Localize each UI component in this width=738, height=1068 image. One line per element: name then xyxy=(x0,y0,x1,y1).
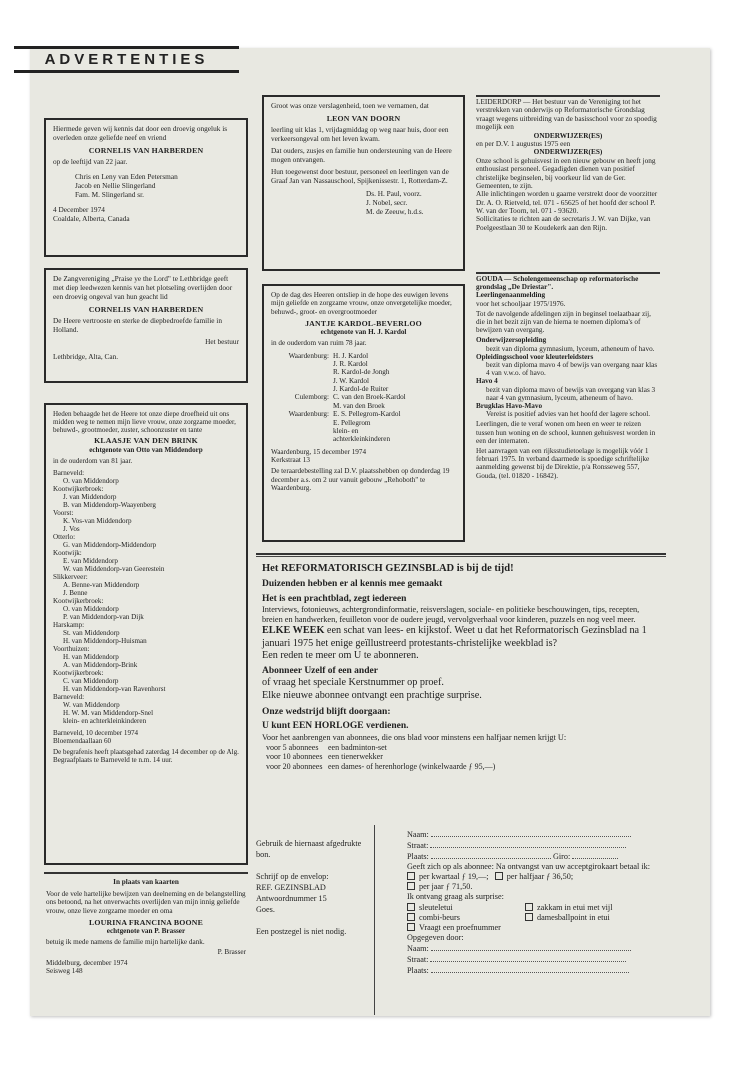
ad8-section-text: Vereist is positief advies van het hoofd der lagere school. xyxy=(486,410,651,419)
option-label: per jaar ƒ 71,50. xyxy=(419,882,473,892)
option-label: combi-beurs xyxy=(419,912,460,922)
ad3-family-place: Slikkerveer: xyxy=(53,573,88,582)
ad8-title: GOUDA — Scholengemeenschap op reformatorische grondslag „De Driestar". xyxy=(476,275,639,292)
checkbox-zakkam[interactable] xyxy=(525,903,533,911)
ad6-family-name: J. Kardol-de Ruiter xyxy=(333,385,389,394)
coupon-address: Goes. xyxy=(256,905,275,915)
coupon-form xyxy=(374,825,664,1015)
ad3-family-place: Otterlo: xyxy=(53,533,76,541)
ad4-body: betuig ik mede namens de familie mijn hartelijke dank. xyxy=(46,937,205,946)
ad3-family-name: O. van Middendorp xyxy=(63,476,119,485)
ad7-h1: ONDERWIJZER(ES) xyxy=(533,130,603,140)
ad3-family-name: A. van Middendorp-Brink xyxy=(63,661,138,670)
divider xyxy=(256,553,666,555)
ad6-family-name: J. R. Kardol xyxy=(333,360,368,369)
option-label: per kwartaal ƒ 19,—; xyxy=(419,872,489,882)
ad3-family-name: K. Vos-van Middendorp xyxy=(63,516,132,525)
ad6-family-name: E. S. Pellegrom-Kardol xyxy=(333,410,401,419)
ad8-sub: Leerlingenaanmelding xyxy=(476,291,546,300)
ad8-section-text: bezit van diploma mavo 4 of bewijs van overgang naar klas 4 van v.w.o. of havo. xyxy=(486,361,658,378)
ad6-address: Kerkstraat 13 xyxy=(271,455,310,464)
divider xyxy=(476,272,660,274)
ad3-family-name: H. van Middendorp-van Ravenhorst xyxy=(63,685,166,694)
ad3-family-place: Barneveld: xyxy=(53,693,85,702)
ad-school-notice xyxy=(262,95,465,271)
reward-count: voor 5 abonnees xyxy=(266,742,319,752)
ad2-sign: Het bestuur xyxy=(205,336,239,346)
form-opgegeven-text: Opgegeven door: xyxy=(407,932,464,942)
ad7-p2: en per D.V. 1 augustus 1975 een xyxy=(476,138,571,148)
promo-text: Interviews, fotonieuws, achtergrondinformatie, reisverslagen, sociale- en politieke beschouwingen, tips, recepten, breien en handwerken, feuilleton voor de oudere jeugd, vervolgverhaal voor kinderen, puzzels en nog veel meer. xyxy=(262,605,640,625)
ad3-family-name: P. van Middendorp-van Dijk xyxy=(63,613,144,622)
ad8-p1: Tot de navolgende afdelingen zijn in beginsel toelaatbaar zij, die in het bezit zijn van de hierna te noemen diploma's of bewijzen van overgang. xyxy=(476,309,651,335)
coupon-use-text: Gebruik de hiernaast afgedrukte bon. xyxy=(256,839,362,860)
ad1-signer: Jacob en Nellie Slingerland xyxy=(75,181,156,191)
ad7-p5: Sollicitaties te richten aan de secretaris J. W. van Dijke, van Poelgeestlaan 30 te Koudekerk aan den Rijn. xyxy=(476,214,651,232)
ad3-name: KLAASJE VAN DEN BRINK xyxy=(94,436,198,446)
ad1-signer: Fam. M. Slingerland sr. xyxy=(75,189,144,199)
ad5-name: LEON VAN DOORN xyxy=(326,113,401,123)
coupon-envelope-text: Schrijf op de envelop: xyxy=(256,872,329,882)
ad3-family-name: W. van Middendorp-van Geerestein xyxy=(63,565,165,574)
option-label: zakkam in etui met vijl xyxy=(537,902,613,912)
form-label-naam: Naam: xyxy=(407,943,429,953)
ad6-family-place: Culemborg: xyxy=(294,393,329,402)
promo-subheadline-3: Abonneer Uzelf of een ander xyxy=(262,665,378,676)
ad6-age: in de ouderdom van ruim 78 jaar. xyxy=(271,339,367,348)
form-subscribe-text: Geeft zich op als abonnee: Na ontvangst van uw acceptgirokaart betaal ik: xyxy=(407,862,651,872)
reward-prize: een tienerwekker xyxy=(328,752,383,762)
ad-death-notice-3 xyxy=(44,403,248,865)
ad2-intro: De Zangvereniging „Praise ye the Lord" te Lethbridge geeft met diep leedwezen kennis van het plotseling overlijden door een droevig ongeval van hun geacht lid xyxy=(53,274,233,301)
form-label-plaats: Plaats: xyxy=(407,966,429,976)
divider xyxy=(256,556,666,557)
option-label: per halfjaar ƒ 36,50; xyxy=(506,872,574,882)
ad-thanks xyxy=(46,878,246,976)
ad6-family-name: C. van den Broek-Kardol xyxy=(333,393,406,402)
ad2-name: CORNELIS VAN HARBERDEN xyxy=(88,304,204,314)
ad8-section-heading: Brugklas Havo-Mavo xyxy=(476,402,543,411)
ad6-family-name: E. Pellegrom xyxy=(333,418,371,427)
ad6-family-place: Waardenburg: xyxy=(288,410,329,419)
checkbox-proefnummer[interactable] xyxy=(407,923,415,931)
ad3-family-name: W. van Middendorp xyxy=(63,701,120,710)
plaats2-input[interactable] xyxy=(431,965,629,973)
promo-subheadline-4: Onze wedstrijd blijft doorgaan: xyxy=(262,706,391,717)
ad3-family-place: Voorthuizen: xyxy=(53,645,90,654)
promo-rewards xyxy=(266,743,660,772)
checkbox-jaar[interactable] xyxy=(407,882,415,890)
promo-gezinsblad xyxy=(262,563,660,771)
ad3-family-name: klein- en achterkleinkinderen xyxy=(63,717,147,726)
ad1-signer: Chris en Leny van Eden Petersman xyxy=(75,172,178,182)
ad5-signer: Ds. H. Paul, voorz. xyxy=(366,188,422,198)
coupon-stamp-text: Een postzegel is niet nodig. xyxy=(256,927,347,937)
promo-subheadline-2: Het is een prachtblad, zegt iedereen xyxy=(262,593,407,604)
ad6-intro: Op de dag des Heeren ontsliep in de hope des euwigen levens mijn geliefde en zorgzame vrouw, onze onvergetelijke moeder, behuwd-, groot- en overgrootmoeder xyxy=(271,291,452,316)
ad1-age: op de leeftijd van 22 jaar. xyxy=(53,157,128,167)
ad1-name: CORNELIS VAN HARBERDEN xyxy=(88,145,204,155)
reward-count: voor 10 abonnees xyxy=(266,752,323,762)
form-surprise-text: Ik ontvang graag als surprise: xyxy=(407,892,504,902)
ad6-family-place: Waardenburg: xyxy=(288,351,329,360)
ad4-title: In plaats van kaarten xyxy=(113,878,179,886)
ad3-family-name: H. van Middendorp xyxy=(63,653,119,662)
ad6-spouse: echtgenote van H. J. Kardol xyxy=(320,328,407,337)
ad8-p2: Leerlingen, die te veraf wonen om heen en weer te reizen tussen hun woning en de school, kunnen gehuisvest worden in een der internaten. xyxy=(476,420,656,445)
ad3-family-place: Barneveld: xyxy=(53,468,85,477)
form-label-naam: Naam: xyxy=(407,830,429,839)
form-label-straat: Straat: xyxy=(407,841,429,851)
ad3-spouse: echtgenote van Otto van Middendorp xyxy=(89,445,203,454)
ad3-family-name: B. van Middendorp-Waayenberg xyxy=(63,500,156,509)
ad8-section-heading: Opleidingsschool voor kleuterleidsters xyxy=(476,352,594,361)
ad4-spouse: echtgenote van P. Brasser xyxy=(106,926,186,935)
ad6-family-name: H. J. Kardol xyxy=(333,351,369,360)
ad8-section-text: bezit van diploma mavo of bewijs van overgang van klas 3 naar 4 van gymnasium, lyceum, atheneum of havo. xyxy=(486,385,656,402)
checkbox-sleuteletui[interactable] xyxy=(407,903,415,911)
ad6-name: JANTJE KARDOL-BEVERLOO xyxy=(305,319,422,329)
coupon-address: REF. GEZINSBLAD xyxy=(256,883,326,893)
checkbox-combi-beurs[interactable] xyxy=(407,913,415,921)
ad6-family-name: M. van den Broek xyxy=(333,401,385,410)
straat2-input[interactable] xyxy=(430,954,626,962)
ad3-date: Barneveld, 10 december 1974 xyxy=(53,729,139,738)
form-label-giro: Giro: xyxy=(552,852,571,862)
section-heading: ADVERTENTIES xyxy=(14,46,239,73)
reward-prize: een badminton-set xyxy=(328,742,387,752)
form-label-plaats: Plaats: xyxy=(407,852,429,862)
form-label-straat: Straat: xyxy=(407,954,429,964)
option-label: damesballpoint in etui xyxy=(537,912,610,922)
coupon-instructions xyxy=(256,838,376,948)
ad7-p4: Alle inlichtingen worden u gaarne verstrekt door de voorzitter Dr. A. O. Rietveld, tel. 071 - 65625 of het hoofd der school P. W. van der Toorn, tel. 071 - 93620. xyxy=(476,189,658,216)
ad-vacancy-leiderdorp xyxy=(476,98,660,232)
ad3-family-name: O. van Middendorp xyxy=(63,605,119,614)
ad7-p1: LEIDERDORP — Het bestuur van de Vereniging tot het verstrekken van onderwijs op Reformatorische Grondslag vraagt wegens uitbreiding van de basisschool voor zo spoedig mogelijk een xyxy=(476,97,657,132)
ad3-family-name: J. van Middendorp xyxy=(63,492,117,501)
ad6-family-name: klein- en xyxy=(333,426,359,435)
promo-text: Een reden te meer om U te abonneren. xyxy=(262,649,419,661)
checkbox-damesballpoint[interactable] xyxy=(525,913,533,921)
ad6-date: Waardenburg, 15 december 1974 xyxy=(271,447,367,456)
option-label: Vraagt een proefnummer xyxy=(419,922,501,932)
ad4-name: LOURINA FRANCINA BOONE xyxy=(88,917,203,927)
ad1-intro: Hiermede geven wij kennis dat door een droevig ongeluk is overleden onze geliefde neef en vriend xyxy=(53,124,228,142)
ad5-intro: Groot was onze verslagenheid, toen we vernamen, dat xyxy=(271,101,429,110)
ad2-body: De Heere vertrooste en sterke de diepbedroefde familie in Holland. xyxy=(53,316,222,335)
ad3-family-name: A. Benne-van Middendorp xyxy=(63,581,140,590)
promo-headline: Het REFORMATORISCH GEZINSBLAD is bij de tijd! xyxy=(262,563,514,574)
ad3-address: Bloemendaallaan 60 xyxy=(53,737,112,746)
ad3-family-place: Kootwijkerbroek: xyxy=(53,669,104,678)
giro-input[interactable] xyxy=(572,851,618,859)
ad3-family-place: Kootwijkerbroek: xyxy=(53,597,104,606)
plaats-input[interactable] xyxy=(431,851,551,859)
ad7-p3: Onze school is gehuisvest in een nieuw gebouw en heeft jong enthousiast personeel. Gegadigden dienen van positief christelijke beginselen, bij voorkeur lid van de Ger. Gemeenten, te zijn. xyxy=(476,155,656,190)
ad3-family-name: G. van Middendorp-Middendorp xyxy=(63,541,157,550)
promo-subheadline: Duizenden hebben er al kennis mee gemaakt xyxy=(262,578,443,589)
ad1-place: Coaldale, Alberta, Canada xyxy=(53,213,130,223)
promo-text: een schat van lees- en kijkstof. Weet u dat het Reformatorisch Gezinsblad na 1 januari 1975 het enige geïllustreerd protestants-christelijke weekblad is? xyxy=(262,625,647,649)
checkbox-kwartaal[interactable] xyxy=(407,872,415,880)
promo-elke-week: ELKE WEEK xyxy=(262,625,325,637)
ad8-p3: Het aanvragen van een rijksstudietoelage is mogelijk vóór 1 februari 1975. In verband daarmede is spoedige schriftelijke aanmelding gewenst bij de Direktie, p/a Ronsseweg 557, Gouda, (tel. 01820 - 16842). xyxy=(476,447,650,480)
ad5-body2: Dat ouders, zusjes en familie hun ondersteuning van de Heere mogen ontvangen. xyxy=(271,146,452,165)
ad5-body1: leerling uit klas 1, vrijdagmiddag op weg naar huis, door een verkeersongeval om het leven kwam. xyxy=(271,125,449,144)
ad3-family-place: Harskamp: xyxy=(53,621,85,630)
ad8-section-heading: Onderwijzersopleiding xyxy=(476,336,547,345)
ad6-family-name: achterkleinkinderen xyxy=(333,435,391,444)
divider xyxy=(44,872,248,874)
ad3-family-name: E. van Middendorp xyxy=(63,557,118,566)
ad6-funeral: De teraardebestelling zal D.V. plaatsshebben op donderdag 19 december a.s. om 2 uur vanuit gebouw „Rehoboth" te Waardenburg. xyxy=(271,467,450,492)
ad3-family-name: H. van Middendorp-Huisman xyxy=(63,637,147,646)
ad8-section-heading: Havo 4 xyxy=(476,377,498,386)
ad-death-notice-1 xyxy=(44,118,248,257)
ad6-family-name: R. Kardol-de Jongh xyxy=(333,368,390,377)
ad4-place: Middelburg, december 1974 xyxy=(46,958,128,967)
ad5-signer: J. Nobel, secr. xyxy=(366,197,408,207)
ad-death-notice-2 xyxy=(44,268,248,383)
ad3-family-name: St. van Middendorp xyxy=(63,629,120,638)
naam-input[interactable] xyxy=(431,829,631,837)
ad3-family-name: J. Benne xyxy=(63,589,88,598)
ad5-body3: Hun toegewenst door bestuur, personeel en leerlingen van de Graaf Jan van Nassauschool, Spijkenissestr. 1, Rotterdam-Z. xyxy=(271,166,449,185)
ad3-family-name: C. van Middendorp xyxy=(63,677,119,686)
reward-count: voor 20 abonnees xyxy=(266,761,323,771)
ad3-family-place: Kootwijkerbroek: xyxy=(53,484,104,493)
promo-text: Voor het aanbrengen van abonnees, die ons blad voor minstens een halfjaar nemen krijgt U: xyxy=(262,732,567,742)
ad4-sign: P. Brasser xyxy=(217,948,246,957)
ad7-h2: ONDERWIJZER(ES) xyxy=(533,147,603,157)
promo-subheadline-5: U kunt EEN HORLOGE verdienen. xyxy=(262,721,409,732)
coupon-address: Antwoordnummer 15 xyxy=(256,894,327,904)
naam2-input[interactable] xyxy=(431,943,631,951)
ad3-family-name: J. Vos xyxy=(63,524,80,533)
ad8-sub2: voor het schooljaar 1975/1976. xyxy=(476,299,566,308)
ad8-section-text: bezit van diploma gymnasium, lyceum, atheneum of havo. xyxy=(486,344,655,353)
ad3-intro: Heden behaagde het de Heere tot onze diepe droefheid uit ons midden weg te nemen mijn lieve vrouw, onze zorgzame moeder, behuwd-, grootmoeder, zuster, schoonzuster en tante xyxy=(53,410,236,435)
option-label: sleuteletui xyxy=(419,902,453,912)
ad-death-notice-kardol xyxy=(262,284,465,542)
ad3-family-place: Voorst: xyxy=(53,508,74,517)
ad3-family-place: Kootwijk: xyxy=(53,549,82,558)
ad6-family-name: J. W. Kardol xyxy=(333,376,369,385)
ad5-signer: M. de Zeeuw, h.d.s. xyxy=(366,206,424,216)
ad3-funeral: De begrafenis heeft plaatsgehad zaterdag 14 december op de Alg. Begraafplaats te Barneveld te n.m. 14 uur. xyxy=(53,748,239,765)
ad4-intro: Voor de vele hartelijke bewijzen van deelneming en de belangstelling ons betoond, na het onverwachts overlijden van mijn innig geliefde vrouw, onze lieve zorgzame moeder en oma xyxy=(46,889,246,915)
straat-input[interactable] xyxy=(430,840,626,848)
ad4-address: Seisweg 148 xyxy=(46,967,83,976)
ad2-place: Lethbridge, Alta, Can. xyxy=(53,351,119,361)
ad-school-gouda xyxy=(476,275,660,482)
checkbox-halfjaar[interactable] xyxy=(495,872,503,880)
reward-prize: een dames- of herenhorloge (winkelwaarde ƒ 95,—) xyxy=(328,761,496,771)
ad3-age: in de ouderdom van 81 jaar. xyxy=(53,456,133,465)
ad1-date: 4 December 1974 xyxy=(53,204,105,214)
ad3-family-name: H. W. M. van Middendorp-Snel xyxy=(63,709,154,718)
promo-text: of vraag het speciale Kerstnummer op proef. xyxy=(262,677,444,689)
promo-text: Elke nieuwe abonnee ontvangt een prachtige surprise. xyxy=(262,689,482,701)
